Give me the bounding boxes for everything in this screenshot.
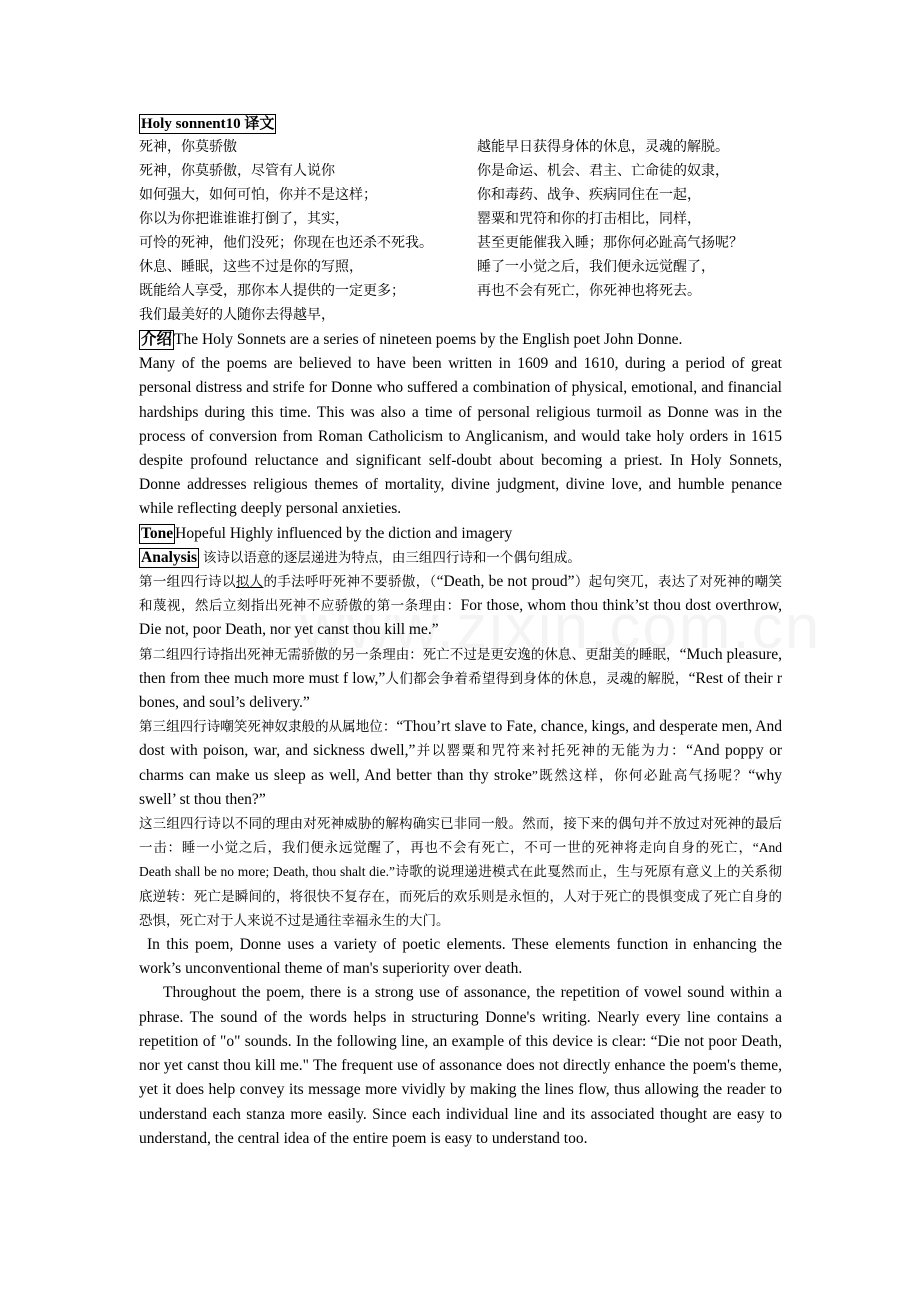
translation-columns <box>139 136 799 336</box>
analysis-heading: Analysis <box>141 548 197 566</box>
poem-quote: “Thou’rt slave to Fate, chance, kings, and desperate men, And dost with poison, war, and sickness dwell,” <box>139 718 782 760</box>
translation-section <box>139 114 799 336</box>
poem-line: 你以为你把谁谁谁打倒了，其实， <box>139 212 349 227</box>
poem-quote: “Much pleasure, then from thee much more must f low,” <box>139 645 783 687</box>
poem-line: 如何强大，如何可怕，你并不是这样； <box>139 188 377 203</box>
poem-line: 你和毒药、战争、疾病同住在一起， <box>477 188 701 203</box>
poem-line: 可怜的死神，他们没死；你现在也还杀不死我。 <box>139 236 433 251</box>
poem-line: 休息、睡眠，这些不过是你的写照， <box>139 260 363 275</box>
poem-line: 罂粟和咒符和你的打击相比，同样， <box>477 212 701 227</box>
poem-quote: “Rest of their r bones, and soul’s delivery.” <box>139 669 782 712</box>
analysis-text: 第一组四行诗以 <box>139 574 236 590</box>
main-text <box>139 328 782 1151</box>
tone-text: Hopeful Highly influenced by the diction and imagery <box>175 524 513 542</box>
poem-line: 睡了一小觉之后，我们便永远觉醒了， <box>477 260 715 275</box>
poem-line: 我们最美好的人随你去得越早， <box>139 308 335 323</box>
poem-line: 再也不会有死亡，你死神也将死去。 <box>477 284 701 299</box>
underlined-term: 拟人 <box>235 574 264 590</box>
analysis-text: 人们都会争着希望得到身体的休息，灵魂的解脱， <box>385 670 689 686</box>
essay-paragraph-2: Throughout the poem, there is a strong use of assonance, the repetition of vowel sound within a phrase. The sound of the words helps in structuring Donne's writing. Nearly every line contains a repetition of "o" sounds. In the following line, an example of this device is clear: “Die not poor Death, nor yet canst thou kill me." The frequent use of assonance does not directly enhance the poem's theme, yet it does help convey its message more vividly by making the lines flow, thus allowing the reader to understand each stanza more easily. Since each individual line and its associated thought are easy to understand, the central idea of the entire poem is easy to understand too. <box>139 984 782 1147</box>
couplet-paragraph <box>139 812 782 933</box>
analysis-text: 并以罂粟和咒符来衬托死神的无能为力： <box>415 743 687 759</box>
poem-quote: “why swell’ st thou then?” <box>139 766 782 808</box>
poem-quote: “And Death shall be no more; Death, thou shalt die.” <box>139 840 782 880</box>
analysis-text: 第三组四行诗嘲笑死神奴隶般的从属地位： <box>139 719 397 735</box>
analysis-text: 这三组四行诗以不同的理由对死神威胁的解构确实已非同一般。然而，接下来的偶句并不放过对死神的最后一击：睡一小觉之后，我们便永远觉醒了，再也不会有死亡，不可一世的死神将走向自身的死亡， <box>139 816 782 856</box>
intro-heading: 介绍 <box>141 331 173 348</box>
tone-paragraph <box>139 522 782 546</box>
analysis-text: 的手法呼吁死神不要骄傲，（ <box>263 574 437 590</box>
intro-paragraph <box>139 328 782 352</box>
translation-right-column <box>477 136 807 304</box>
poem-line: 死神，你莫骄傲，尽管有人说你 <box>139 164 335 179</box>
poem-quote: For those, whom thou think’st thou dost overthrow, Die not, poor Death, nor yet canst thou kill me.” <box>139 597 782 639</box>
tone-heading: Tone <box>141 524 174 542</box>
essay-paragraph-1: In this poem, Donne uses a variety of poetic elements. These elements function in enhancing the work’s unconventional theme of man's superiority over death. <box>139 936 782 978</box>
analysis-text: ”既然这样，你何必趾高气扬呢？ <box>531 767 749 783</box>
poem-line: 甚至更能催我入睡；那你何必趾高气扬呢？ <box>477 236 743 251</box>
analysis-paragraph <box>139 546 782 570</box>
quatrain-3-paragraph <box>139 715 782 812</box>
intro-body: Many of the poems are believed to have been written in 1609 and 1610, during a period of great personal distress and strife for Donne who suffered a combination of physical, emotional, and financial hardships during this time. This was also a time of personal religious turmoil as Donne was in the process of conversion from Roman Catholicism to Anglicanism, and would take holy orders in 1615 despite profound reluctance and significant self-doubt about becoming a priest. In Holy Sonnets, Donne addresses religious themes of mortality, divine judgment, divine love, and humble penance while reflecting deeply personal anxieties. <box>139 355 782 518</box>
poem-quote: “Death, be not proud” <box>436 573 575 591</box>
translation-left-column <box>139 136 469 328</box>
analysis-text: 诗歌的说理递进模式在此戛然而止，生与死原有意义上的关系彻底逆转：死亡是瞬间的，将很快不复存在，而死后的欢乐则是永恒的，人对于死亡的畏惧变成了死亡自身的恐惧，死亡对于人来说不过是通往幸福永生的大门。 <box>139 864 782 928</box>
quatrain-1-paragraph <box>139 570 782 643</box>
analysis-text: ）起句突兀，表达了对死神的嘲笑和蔑视，然后立刻指出死神不应骄傲的第一条理由： <box>139 574 783 614</box>
poem-line: 越能早日获得身体的休息，灵魂的解脱。 <box>477 140 729 155</box>
analysis-lead: 该诗以语意的逐层递进为特点，由三组四行诗和一个偶句组成。 <box>202 549 581 565</box>
translation-heading: Holy sonnent10 译文 <box>141 116 275 132</box>
poem-line: 你是命运、机会、君主、亡命徒的奴隶， <box>477 164 729 179</box>
analysis-text: 第二组四行诗指出死神无需骄傲的另一条理由：死亡不过是更安逸的休息、更甜美的睡眠， <box>139 646 680 662</box>
poem-line: 既能给人享受，那你本人提供的一定更多； <box>139 284 405 299</box>
poem-quote: “And poppy or charms can make us sleep as well, And better than thy stroke <box>139 742 782 784</box>
poem-line: 死神，你莫骄傲 <box>139 140 237 155</box>
intro-lead: The Holy Sonnets are a series of nineteen poems by the English poet John Donne. <box>174 331 683 348</box>
quatrain-2-paragraph <box>139 643 782 716</box>
